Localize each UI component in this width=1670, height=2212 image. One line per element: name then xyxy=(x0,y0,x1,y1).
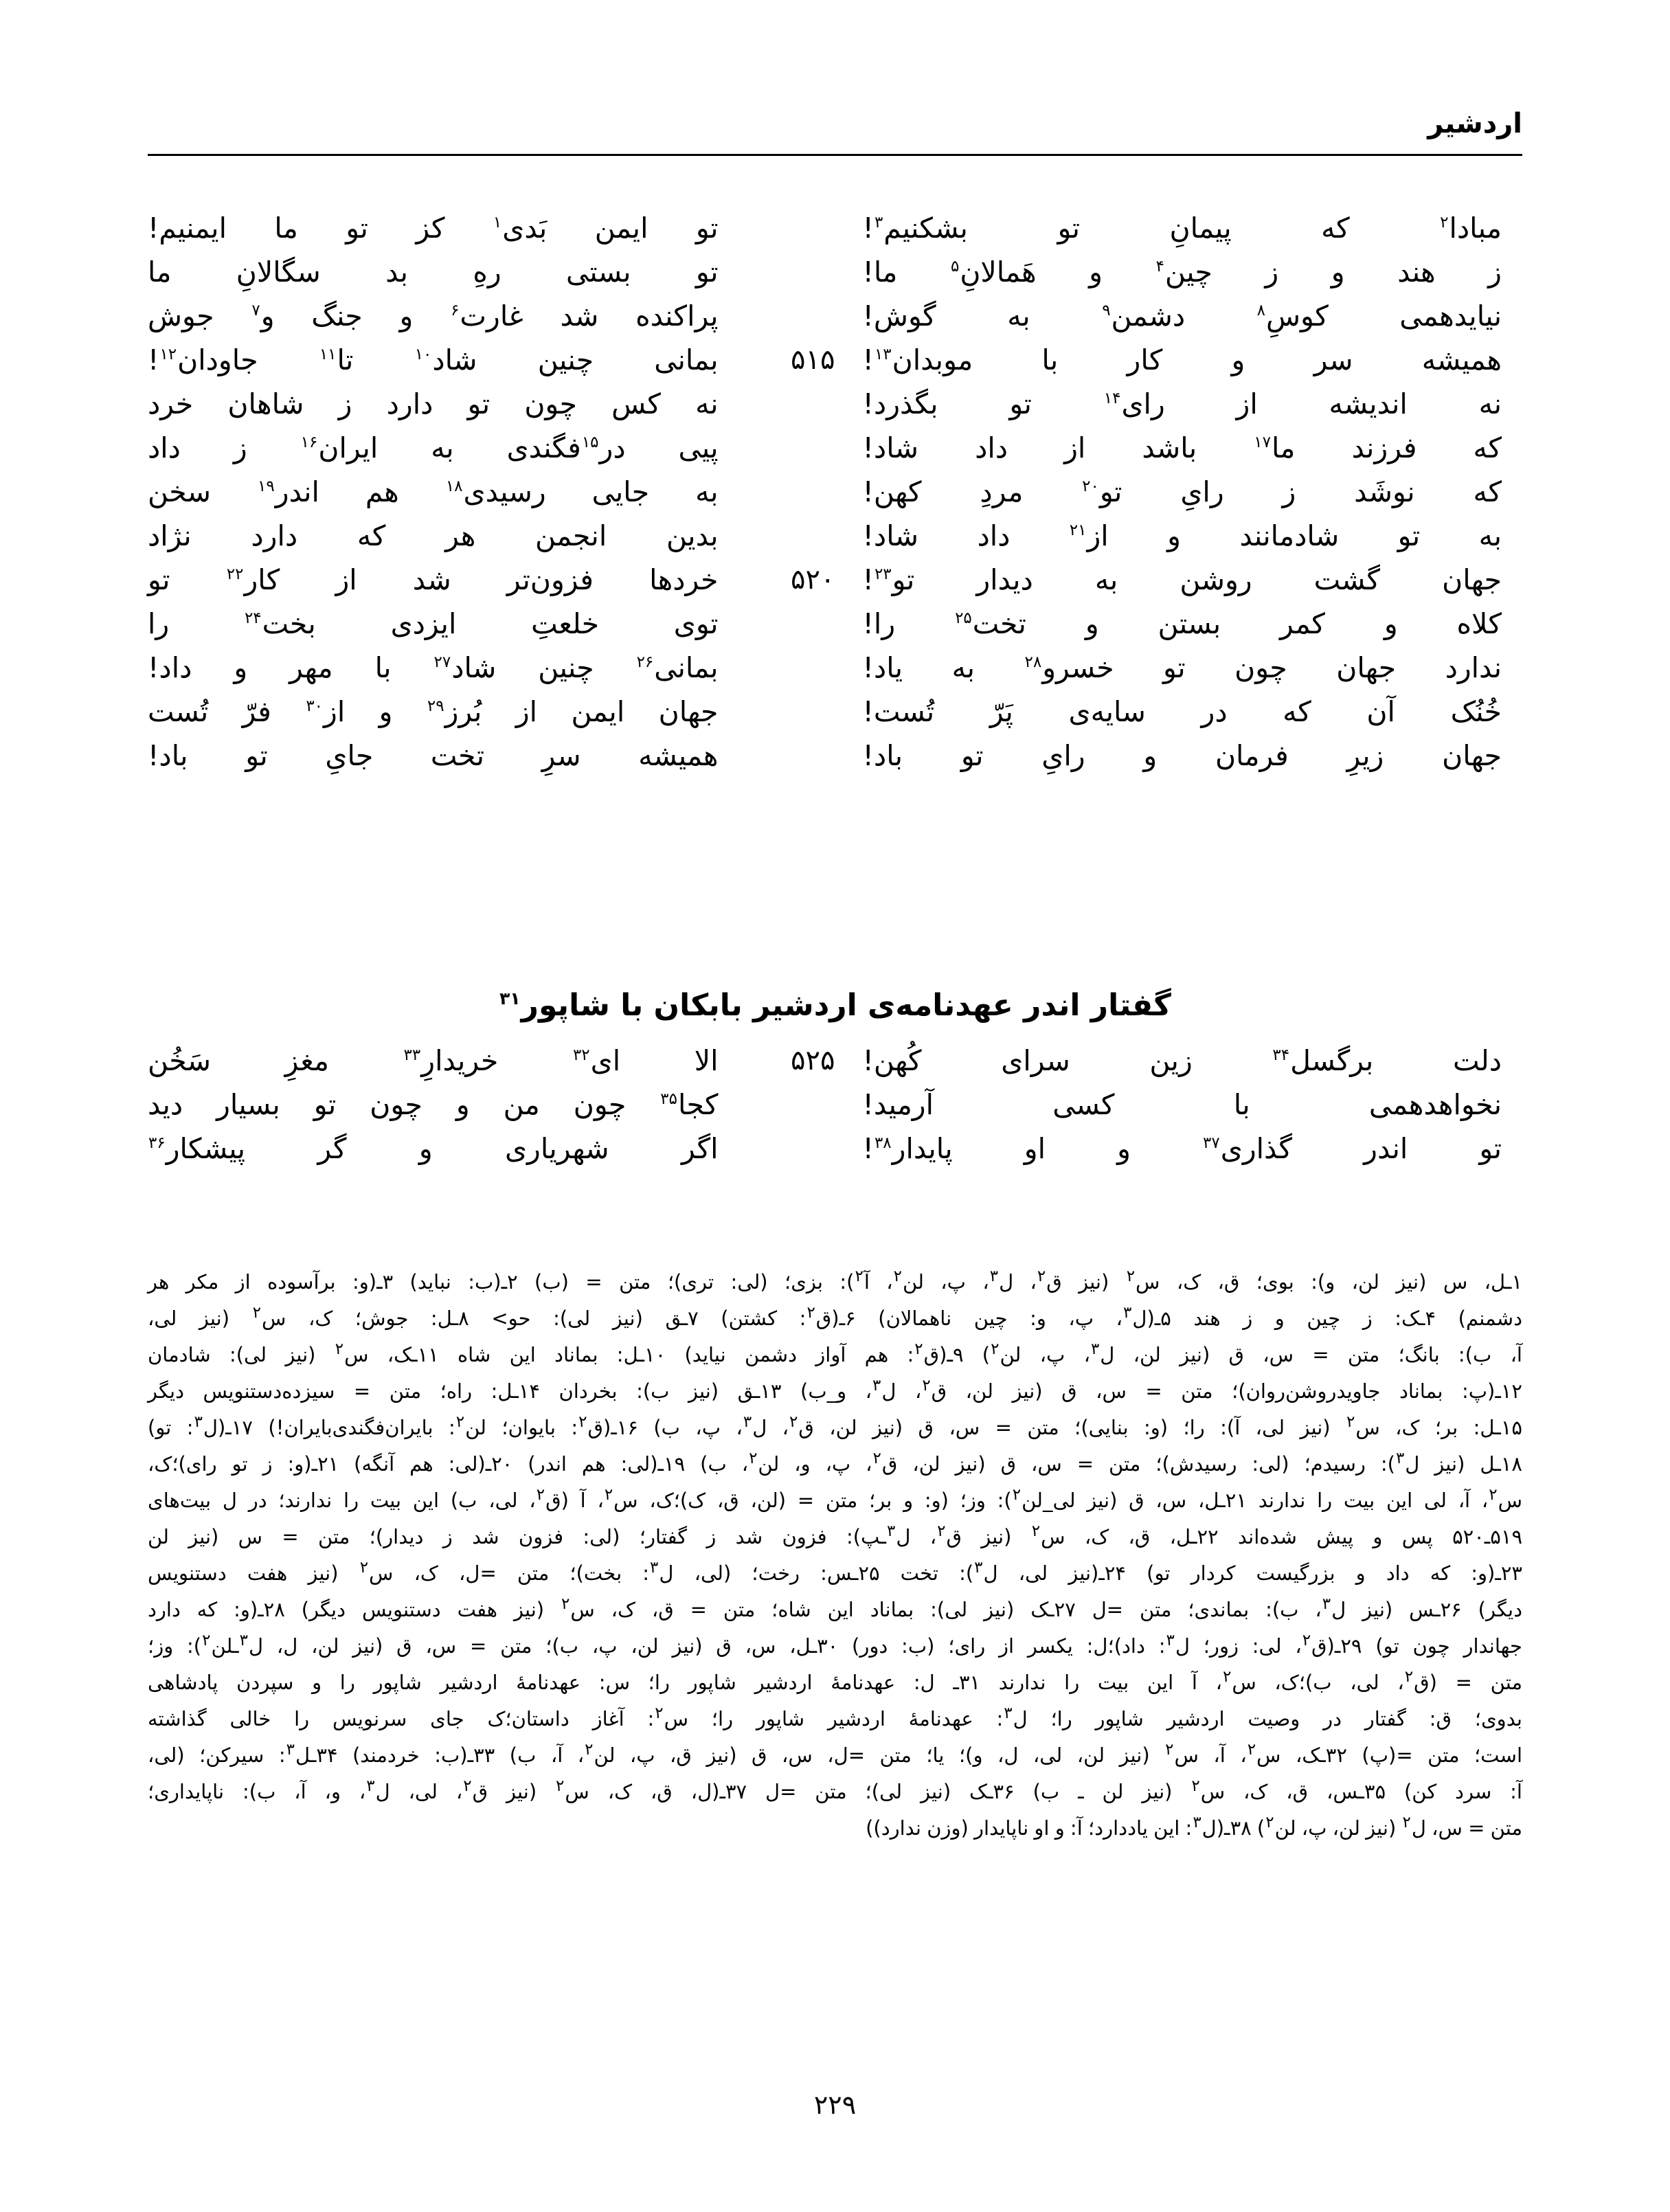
critical-apparatus xyxy=(148,1264,1522,1847)
verse-couplet xyxy=(148,426,1522,470)
hemistich-right: همیشه سرِ تخت جایِ تو باد! xyxy=(148,739,719,772)
verse-block-secondary xyxy=(148,1039,1522,1171)
verse-couplet xyxy=(148,382,1522,426)
page-header xyxy=(148,110,1522,158)
hemistich-right: اگر شهریاری و گر پیشکار$^{۳۶}$ xyxy=(148,1132,719,1165)
hemistich-right: بمانی$^{۲۶}$ چنین شاد$^{۲۷}$ با مهر و داد! xyxy=(148,651,719,684)
apparatus-line: جهاندار چون تو) ۲۹ـ(ق$^۲$، لی: زور؛ ل$^۳$: داد)؛ل: یکسر از رای؛ (ب: دور) ۳۰ـل، س، ق (نیز لن، پ، ب)؛ متن = س، ق (نیز لن، ل، ل$^۳$ـلن$^۲$): وز؛ xyxy=(148,1632,1522,1658)
verse-couplet xyxy=(148,338,1522,382)
hemistich-left: نیایدهمی کوسِ$^۸$ دشمن$^۹$ به گوش! xyxy=(862,300,1502,332)
hemistich-left: تو اندر گذاری$^{۳۷}$ و او پایدار$^{۳۸}$! xyxy=(862,1132,1502,1165)
verse-couplet xyxy=(148,514,1522,558)
apparatus-line: س$^۲$، آ، لی این بیت را ندارند ۲۱ـل، س، ق (نیز لی_لن$^۲$): وز؛ (و: و بر؛ متن = (لن، ق، ک)؛ک، س$^۲$، آ (ق$^۲$، لی، ب) این بیت را ندارند؛ در ل بیت‌های xyxy=(148,1486,1522,1512)
apparatus-line: دیگر) ۲۶ـس (نیز ل$^۳$، ب): بماندی؛ متن =ل ۲۷ـک (نیز لی): بماناد این شاه؛ متن = ق، ک، س$^۲$ (نیز هفت دستنویس دیگر) ۲۸ـ(و: که دارد xyxy=(148,1595,1522,1621)
apparatus-line: دشمنم) ۴ـک: ز چین و ز هند ۵ـ(ل$^۳$، پ، و: چین ناهمالان) ۶ـ(ق$^۲$: کشتن) ۷ـق (نیز لی): حو> ۸ـل: جوش؛ ک، س$^۲$ (نیز لی، xyxy=(148,1304,1522,1330)
verse-couplet xyxy=(148,206,1522,250)
hemistich-right: به جایی رسیدی$^{۱۸}$ هم اندر$^{۱۹}$ سخن xyxy=(148,475,719,508)
verse-couplet xyxy=(148,734,1522,778)
apparatus-line: متن = س، ل$^۲$ (نیز لن، پ، لن$^۲$) ۳۸ـ(ل$^۳$: این یاددارد؛ آ: و او ناپایدار (وزن ندارد)) xyxy=(866,1814,1522,1840)
hemistich-right: خردها فزون‌تر شد از کار$^{۲۲}$ تو ۵۲۰ xyxy=(148,558,835,602)
hemistich-left: ز هند و ز چین$^۴$ و هَمالانِ$^۵$ ما! xyxy=(862,256,1502,289)
hemistich-left: خُنُک آن که در سایه‌ی پَرّ تُست! xyxy=(862,695,1502,728)
hemistich-right: بمانی چنین شاد$^{۱۰}$ تا$^{۱۱}$ جاودان$^{۱۲}$! ۵۱۵ xyxy=(148,338,835,382)
verse-couplet xyxy=(148,646,1522,690)
running-head-title: اردشیر xyxy=(1428,108,1522,139)
hemistich-left: جهان زیرِ فرمان و رایِ تو باد! xyxy=(862,739,1502,772)
verse-couplet xyxy=(148,558,1522,602)
verse-couplet xyxy=(148,1127,1522,1171)
verse-couplet xyxy=(148,470,1522,514)
verse-couplet xyxy=(148,690,1522,734)
hemistich-left: کلاه و کمر بستن و تخت$^{۲۵}$ را! xyxy=(862,607,1502,640)
hemistich-right: توی خلعتِ ایزدی بخت$^{۲۴}$ را xyxy=(148,607,719,640)
hemistich-right: کجا$^{۳۵}$ چون من و چون تو بسیار دید xyxy=(148,1088,719,1121)
verse-couplet xyxy=(148,294,1522,338)
verse-line-number: ۵۲۵ xyxy=(791,1045,835,1076)
verse-couplet xyxy=(148,250,1522,294)
hemistich-left: که نوشَد ز رایِ تو$^{۲۰}$ مردِ کهن! xyxy=(862,475,1502,508)
hemistich-left: دلت برگسل$^{۳۴}$ زین سرای کُهن! xyxy=(862,1044,1502,1077)
header-rule xyxy=(148,154,1522,156)
hemistich-right: تو ایمن بَدی$^۱$ کز تو ما ایمنیم! xyxy=(148,212,719,245)
apparatus-line: است؛ متن =(پ) ۳۲ـک، س$^۲$، آ، س$^۲$ (نیز لن، لی، ل، و)؛ یا؛ متن =ل، س، ق (نیز ق، پ، لن$^۲$، آ، ب) ۳۳ـ(ب: خردمند) ۳۴ـل$^۳$: سیرکن؛ (لی، xyxy=(148,1741,1523,1767)
hemistich-left: ندارد جهان چون تو خسرو$^{۲۸}$ به یاد! xyxy=(862,651,1502,684)
section-heading: گفتار اندر عهدنامه‌ی اردشیر بابکان با شاپور$^{۳۱}$ xyxy=(499,987,1171,1023)
apparatus-line: آ، ب): بانگ؛ متن = س، ق (نیز لن، ل$^۳$، پ، لن$^۲$) ۹ـ(ق$^۲$: هم آواز دشمن نیاید) ۱۰ـل: بماناد این شاه ۱۱ـک، س$^۲$ (نیز لی): شادمان xyxy=(148,1340,1522,1366)
apparatus-line: ۱۵ـل: بر؛ ک، س$^۲$ (نیز لی، آ): را؛ (و: بنایی)؛ متن = س، ق (نیز لن، ق$^۲$، ل$^۳$، پ، ب) ۱۶ـ(ق$^۲$: بایوان؛ لن$^۲$: بایران‌فگندی‌بایران!) ۱۷ـ(ل$^۳$: تو) xyxy=(148,1413,1522,1439)
hemistich-left: نه اندیشه از رای$^{۱۴}$ تو بگذرد! xyxy=(862,387,1502,420)
hemistich-left: نخواهدهمی با کسی آرمید! xyxy=(862,1088,1502,1121)
verse-line-number: ۵۱۵ xyxy=(791,344,835,376)
hemistich-left: جهان گشت روشن به دیدار تو$^{۲۳}$! xyxy=(862,563,1502,596)
hemistich-right: پیی در$^{۱۵}$فگندی به ایران$^{۱۶}$ ز داد xyxy=(148,431,719,464)
hemistich-right: نه کس چون تو دارد ز شاهان خرد xyxy=(148,387,719,420)
verse-block-primary xyxy=(148,206,1522,778)
apparatus-line: ۵۱۹ـ۵۲۰ پس و پیش شده‌اند ۲۲ـل، ق، ک، س$^۲$ (نیز ق$^۲$، ل$^۳$ـپ): فزون شد ز گفتار؛ (لی: فزون شد ز دیدار)؛ متن = س (نیز لن xyxy=(148,1522,1523,1548)
hemistich-left: مبادا$^۲$ که پیمانِ تو بشکنیم$^۳$! xyxy=(862,212,1502,245)
apparatus-line: ۱ـل، س (نیز لن، و): بوی؛ ق، ک، س$^۲$ (نیز ق$^۲$، ل$^۳$، پ، لن$^۲$، آ$^۲$): بزی؛ (لی: تری)؛ متن = (ب) ۲ـ(ب: نباید) ۳ـ(و: برآسوده از مکر هر xyxy=(148,1267,1523,1294)
verse-couplet xyxy=(148,1083,1522,1127)
hemistich-left: که فرزند ما$^{۱۷}$ باشد از داد شاد! xyxy=(862,431,1502,464)
apparatus-line: ۱۸ـل (نیز ل$^۳$): رسیدم؛ (لی: رسیدش)؛ متن = س، ق (نیز لن، ق$^۲$، پ، و، لن$^۲$، ب) ۱۹ـ(لی: هم اندر) ۲۰ـ(لی: هم آنگه) ۲۱ـ(و: ز تو رای)؛ک، xyxy=(148,1449,1522,1476)
hemistich-right: الا ای$^{۳۲}$ خریدارِ$^{۳۳}$ مغزِ سَخُن ۵۲۵ xyxy=(148,1039,835,1083)
verse-couplet xyxy=(148,602,1522,646)
hemistich-left: به تو شادمانند و از$^{۲۱}$ داد شاد! xyxy=(862,519,1502,552)
verse-couplet xyxy=(148,1039,1522,1083)
apparatus-line: متن = (ق$^۲$، لی، ب)؛ک، س$^۲$، آ این بیت را ندارند ۳۱ـ ل: عهدنامهٔ اردشیر شاپور را؛ س: عهدنامهٔ اردشیر شاپور را و سپردن پادشاهی xyxy=(148,1668,1522,1694)
apparatus-line: بدوی؛ ق: گفتار در وصیت اردشیر شاپور را؛ ل$^۳$: عهدنامهٔ اردشیر شاپور را؛ س$^۲$: آغاز داستان؛ک جای سرنویس را خالی گذاشته xyxy=(148,1704,1522,1730)
verse-line-number: ۵۲۰ xyxy=(791,564,835,596)
apparatus-line: ۲۳ـ(و: که داد و بزرگیست کردار تو) ۲۴ـ(نیز لی، ل$^۳$): تخت ۲۵ـس: رخت؛ (لی، ل$^۳$: بخت)؛ متن =ل، ک، س$^۲$ (نیز هفت دستنویس xyxy=(148,1559,1522,1585)
apparatus-line: آ: سرد کن) ۳۵ـس، ق، ک، س$^۲$ (نیز لن ـ ب) ۳۶ـک (نیز لی)؛ متن =ل ۳۷ـ(ل، ق، ک، س$^۲$ (نیز ق$^۲$، لی، ل$^۳$، و، آ، ب): ناپایداری؛ xyxy=(148,1777,1522,1803)
hemistich-right: بدین انجمن هر که دارد نژاد xyxy=(148,519,719,552)
hemistich-left: همیشه سر و کار با موبدان$^{۱۳}$! xyxy=(862,343,1502,376)
hemistich-right: پراکنده شد غارت$^۶$ و جنگ و$^۷$ جوش xyxy=(148,300,719,332)
hemistich-right: جهان ایمن از بُرز$^{۲۹}$ و از$^{۳۰}$ فرّ تُست xyxy=(148,695,719,728)
apparatus-line: ۱۲ـ(پ: بماناد جاویدروشن‌روان)؛ متن = س، ق (نیز لن، ق$^۲$، ل$^۳$، و_ب) ۱۳ـق (نیز ب): بخردان ۱۴ـل: راه؛ متن = سیزده‌دستنویس دیگر xyxy=(148,1377,1523,1403)
folio-number: ۲۲۹ xyxy=(813,2090,857,2120)
hemistich-right: تو بستی رهِ بد سگالانِ ما xyxy=(148,256,719,289)
